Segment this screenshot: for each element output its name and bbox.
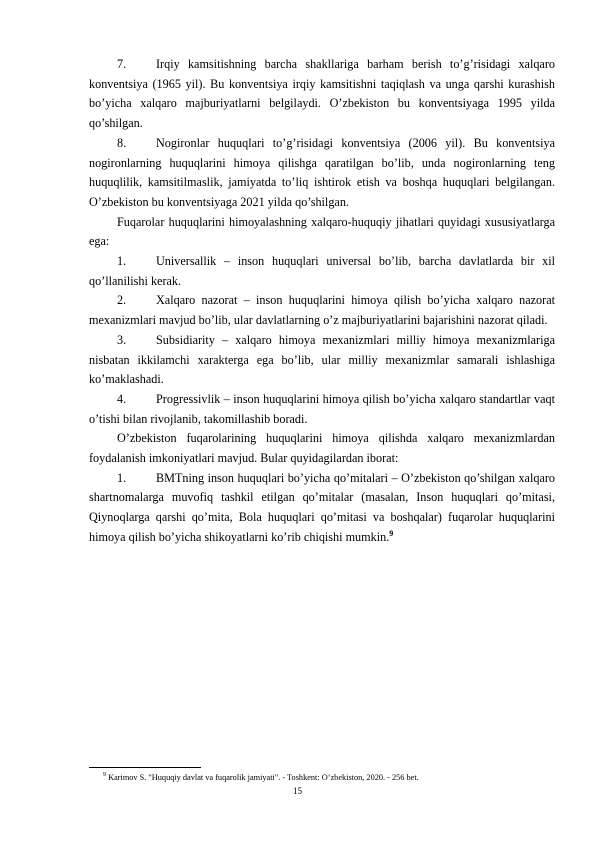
footnote-mark: 9 [103, 772, 106, 779]
item-text: Universallik – inson huquqlari universal bo’lib, barcha davlatlarda bir xil qo’llanilishi kerak. [89, 254, 555, 288]
item-number: 1. [117, 254, 127, 269]
item-text: Progressivlik – inson huquqlarini himoya qilish bo’yicha xalqaro standartlar vaqt o’tishi bilan rivojlanib, takomillashib boradi. [89, 391, 555, 426]
item-text: Subsidiarity – xalqaro himoya mexanizmlari milliy himoya mexanizmlariga nisbatan ikkilamchi xarakterga ega bo’lib, ular milliy mexanizmlar samarali ishlashiga ko’maklashadi. [89, 332, 555, 387]
footnote-text: Karimov S. "Huquqiy davlat va fuqarolik jamiyati". - Toshkent: O’zbekiston, 2020. - 256 bet. [108, 773, 419, 782]
intro-paragraph [89, 213, 555, 252]
intro-paragraph [89, 429, 555, 468]
item-number: 7. [117, 57, 127, 71]
item-number: 3. [117, 332, 127, 347]
item-number: 2. [117, 293, 127, 308]
item-number: 1. [117, 470, 127, 485]
list-item [89, 469, 555, 548]
item-number: 4. [117, 391, 127, 406]
list-item [89, 390, 555, 429]
footnote-reference[interactable]: 9 [389, 528, 394, 538]
footnote [89, 772, 555, 783]
list-item [89, 331, 555, 390]
item-text: Irqiy kamsitishning barcha shakllariga barham berish to’g’risidagi xalqaro konventsiya (1965 yil). Bu konventsiya irqiy kamsitishni taqiqlash va unga qarshi kurashish bo’yicha xalqaro majburiyatlarni belgilaydi. O’zbekiston bu konventsiyaga 1995 yilda qo’shilgan. [89, 57, 555, 131]
list-item [89, 55, 555, 134]
body-text [89, 55, 555, 548]
list-item [89, 134, 555, 213]
item-text: Nogironlar huquqlari to’g’risidagi konventsiya (2006 yil). Bu konventsiya nogironlarning huquqlarini himoya qilishga qaratilgan bo’lib, unda nogironlarning teng huquqlilik, kamsitilmaslik, jamiyatda to’liq ishtirok etish va boshqa huquqlari belgilangan. O’zbekiston bu konventsiyaga 2021 yilda qo’shilgan. [89, 135, 555, 209]
list-item [89, 252, 555, 291]
item-text: Xalqaro nazorat – inson huquqlarini himoya qilish bo’yicha xalqaro nazorat mexanizmlari mavjud bo’lib, ular davlatlarning o’z majburiyatlarini bajarishini nazorat qiladi. [89, 293, 555, 328]
footnote-divider [89, 767, 201, 768]
item-number: 8. [117, 135, 127, 150]
list-item [89, 291, 555, 330]
page-number: 15 [293, 786, 302, 796]
item-text: BMTning inson huquqlari bo’yicha qo’mitalari – O’zbekiston qo’shilgan xalqaro shartnomalarga muvofiq tashkil etilgan qo’mitalar (masalan, Inson huquqlari qo’mitasi, Qiynoqlarga qarshi qo’mita, Bola huquqlari qo’mitasi va boshqalar) fuqarolar huquqlarini himoya qilish bo’yicha shikoyatlarni ko’rib chiqishi mumkin. [89, 470, 555, 544]
paragraph-text: O’zbekiston fuqarolarining huquqlarini himoya qilishda xalqaro mexanizmlardan foydalanish imkoniyatlari mavjud. Bular quyidagilardan iborat: [89, 431, 555, 466]
paragraph-text: Fuqarolar huquqlarini himoyalashning xalqaro-huquqiy jihatlari quyidagi xususiyatlarga ega: [89, 214, 555, 249]
